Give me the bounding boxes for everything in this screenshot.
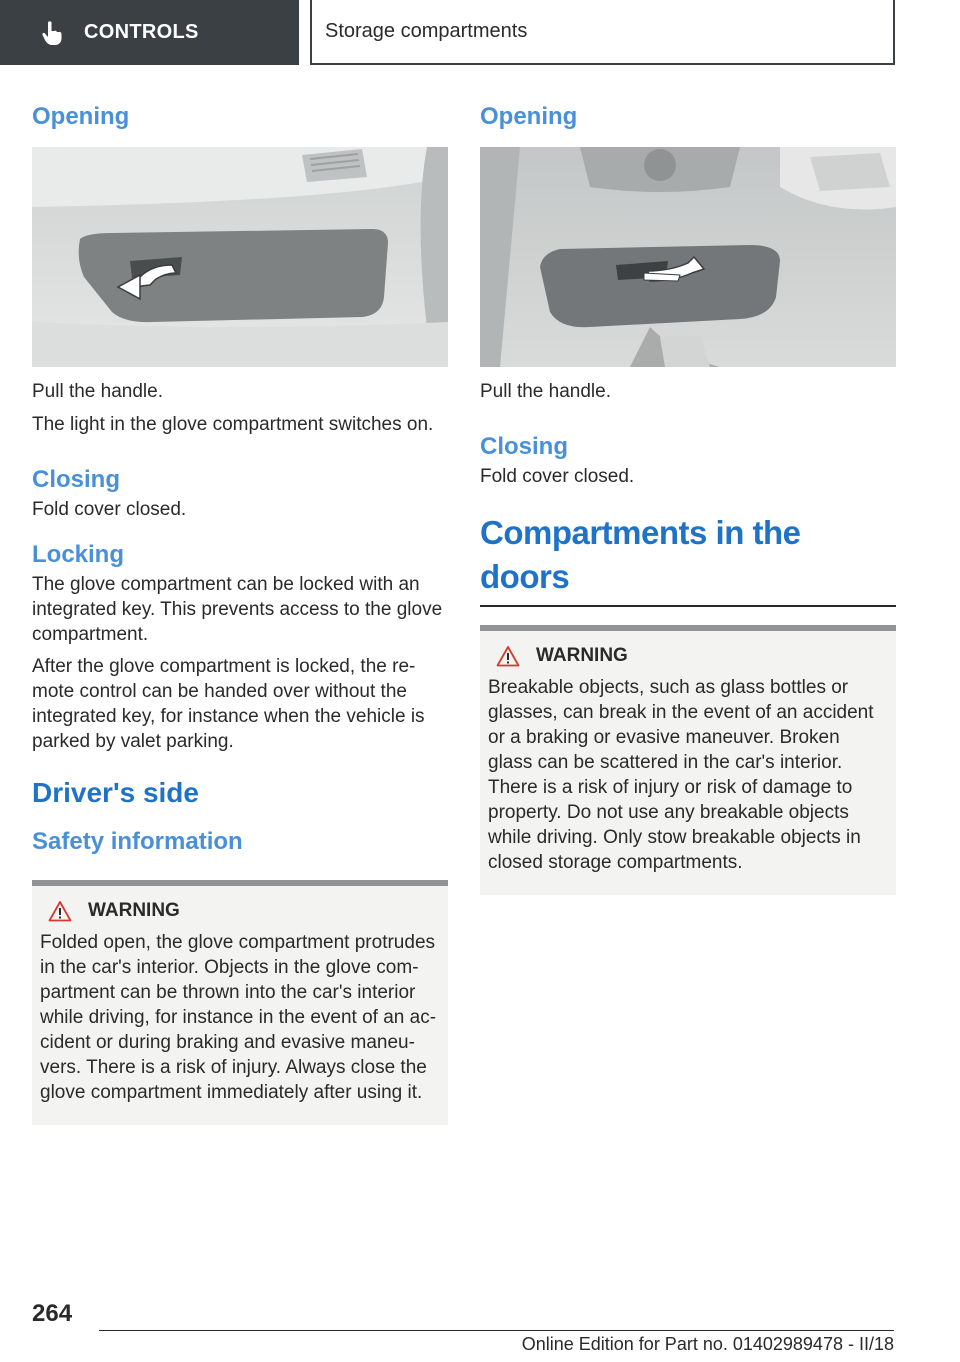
section-tab [0,0,299,65]
section-label: CONTROLS [84,21,199,43]
opening-heading: Opening [480,103,578,130]
closing-heading: Closing [32,466,120,493]
locking-paragraph-2: After the glove compartment is locked, the re-mote control can be handed over without the integrated key, for instance when the vehicle is parked by valet parking. [32,656,425,752]
closing-heading: Closing [480,433,568,460]
warning-box [480,625,896,895]
page-number: 264 [32,1300,73,1327]
closing-instruction: Fold cover closed. [480,466,635,487]
footer-rule [99,1330,894,1331]
opening-light-note: The light in the glove compartment switches on. [32,414,434,435]
warning-triangle-icon [48,900,72,922]
drivers-compartment-photo [480,147,896,367]
breadcrumb [311,0,895,65]
opening-instruction: Pull the handle. [480,381,611,402]
drivers-side-heading: Driver's side [32,777,199,808]
opening-instruction: Pull the handle. [32,381,163,402]
hand-pointer-icon [38,19,66,47]
safety-information-heading: Safety information [32,828,243,855]
warning-text: Breakable objects, such as glass bottles or glasses, can break in the event of an accident or a braking or evasive maneuver. Broken glass can be scattered in the car's interior. There is a risk of injury or risk of damage to property. Do not use any breakable objects while driving. Only stow breakable objects in closed storage compartments. [488,677,874,873]
glove-compartment-photo [32,147,448,367]
warning-triangle-icon [496,645,520,667]
breadcrumb-label: Storage compartments [325,20,528,42]
warning-title [48,900,440,922]
closing-instruction: Fold cover closed. [32,499,187,520]
edition-note: Online Edition for Part no. 01402989478 - II/18 [521,1334,894,1354]
compartments-in-doors-heading: Compartments in the doors [480,514,801,595]
left-column [32,100,448,1125]
locking-heading: Locking [32,541,125,568]
opening-heading: Opening [32,103,130,130]
warning-box [32,880,448,1125]
right-column [480,100,896,895]
warning-label: WARNING [88,900,180,921]
warning-text: Folded open, the glove compartment protrudes in the car's interior. Objects in the glove com-partment can be thrown into the car's interior while driving, for instance in the event of an ac-cident or during braking and evasive maneu-vers. There is a risk of injury. Always close the glove compartment immediately after using it. [40,932,437,1103]
locking-paragraph-1: The glove compartment can be locked with an integrated key. This prevents access to the glove compartment. [32,574,443,645]
warning-label: WARNING [536,645,628,666]
warning-title [496,645,888,667]
